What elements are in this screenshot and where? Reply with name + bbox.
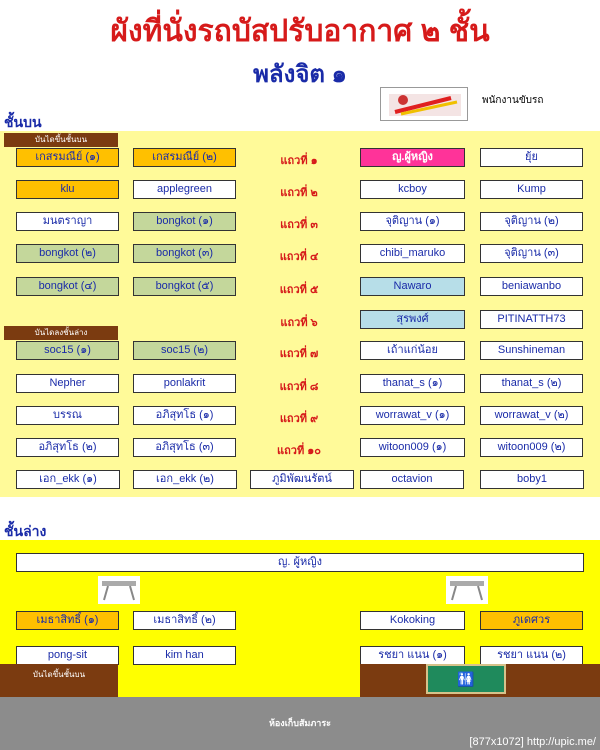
table-icon (446, 576, 488, 604)
row-label: แถวที่ ๘ (279, 381, 319, 393)
seat[interactable]: เมธาสิทธิ์ (๑) (16, 611, 119, 630)
seat[interactable]: bongkot (๔) (16, 277, 119, 296)
seat[interactable]: รชยา แนน (๒) (480, 646, 583, 665)
row-label: แถวที่ ๙ (279, 413, 319, 425)
seat[interactable]: applegreen (133, 180, 236, 199)
seat[interactable]: เอก_ekk (๒) (133, 470, 237, 489)
seat[interactable]: จุติญาน (๓) (480, 244, 583, 263)
seat[interactable]: bongkot (๓) (133, 244, 236, 263)
seat[interactable]: kim han (133, 646, 236, 665)
seat[interactable]: klu (16, 180, 119, 199)
seat[interactable]: worrawat_v (๑) (360, 406, 465, 425)
toilet-icon: 🚻 (426, 664, 506, 694)
seat[interactable]: octavion (360, 470, 464, 489)
seat[interactable]: เกสรมณีย์ (๑) (16, 148, 119, 167)
down-stair-label: บันไดลงชั้นล่าง (4, 326, 118, 340)
row-label: แถวที่ ๕ (279, 284, 319, 296)
driver-label: พนักงานขับรถ (482, 95, 544, 106)
seat[interactable]: bongkot (๒) (16, 244, 119, 263)
seat[interactable]: เมธาสิทธิ์ (๒) (133, 611, 236, 630)
seat[interactable]: worrawat_v (๒) (480, 406, 583, 425)
seat[interactable]: bongkot (๕) (133, 277, 236, 296)
seat[interactable]: อภิสุทโธ (๓) (133, 438, 236, 457)
upper-stair-label: บันไดขึ้นชั้นบน (4, 133, 118, 147)
seat[interactable]: ภูเดศวร (480, 611, 583, 630)
seat[interactable]: อภิสุทโธ (๑) (133, 406, 236, 425)
row-label: แถวที่ ๓ (280, 219, 318, 231)
seat[interactable]: Nawaro (360, 277, 465, 296)
row-label: แถวที่ ๑๐ (277, 445, 321, 457)
seat[interactable]: มนตราญา (16, 212, 119, 231)
page-title: ผังที่นั่งรถบัสปรับอากาศ ๒ ชั้น (110, 15, 490, 48)
storage-label: ห้องเก็บสัมภาระ (268, 718, 332, 728)
seat[interactable]: รชยา แนน (๑) (360, 646, 465, 665)
seat[interactable]: ponlakrit (133, 374, 236, 393)
seat[interactable]: Kokoking (360, 611, 465, 630)
seat[interactable]: จุติญาน (๑) (360, 212, 465, 231)
seat[interactable]: beniawanbo (480, 277, 583, 296)
seat[interactable]: เถ้าแก่น้อย (360, 341, 465, 360)
lower-wide-seat[interactable]: ญ. ผู้หญิง (16, 553, 584, 572)
seat[interactable]: bongkot (๑) (133, 212, 236, 231)
seat[interactable]: soc15 (๑) (16, 341, 119, 360)
seat[interactable]: boby1 (480, 470, 584, 489)
row-label: แถวที่ ๗ (279, 348, 319, 360)
seat[interactable]: thanat_s (๒) (480, 374, 583, 393)
table-icon (98, 576, 140, 604)
seat[interactable]: witoon009 (๒) (480, 438, 583, 457)
seat[interactable]: soc15 (๒) (133, 341, 236, 360)
seat[interactable]: pong-sit (16, 646, 119, 665)
seat[interactable]: บรรณ (16, 406, 119, 425)
seat[interactable]: witoon009 (๑) (360, 438, 465, 457)
seat[interactable]: ญ.ผู้หญิง (360, 148, 465, 167)
seat[interactable]: เกสรมณีย์ (๒) (133, 148, 236, 167)
driver-icon (380, 87, 468, 121)
lower-deck-label: ชั้นล่าง (4, 523, 47, 539)
seat[interactable]: Sunshineman (480, 341, 583, 360)
seat[interactable]: kcboy (360, 180, 465, 199)
seat[interactable]: จุติญาน (๒) (480, 212, 583, 231)
lower-stair-label: บันไดขึ้นชั้นบน (0, 664, 118, 697)
row-label: แถวที่ ๒ (280, 187, 318, 199)
seat[interactable]: PITINATTH73 (480, 310, 583, 329)
seat[interactable]: thanat_s (๑) (360, 374, 465, 393)
upper-deck-label: ชั้นบน (4, 114, 42, 130)
row-label: แถวที่ ๔ (279, 251, 319, 263)
page-subtitle: พลังจิต ๑ (253, 61, 347, 88)
seat[interactable]: Kump (480, 180, 583, 199)
seat[interactable]: Nepher (16, 374, 119, 393)
seat[interactable]: ยุ้ย (480, 148, 583, 167)
seat[interactable]: chibi_maruko (360, 244, 465, 263)
seat[interactable]: เอก_ekk (๑) (16, 470, 120, 489)
seat[interactable]: สุรพงศ์ (360, 310, 465, 329)
row-label: แถวที่ ๖ (280, 317, 318, 329)
seat[interactable]: ภูมิพัฒนรัตน์ (250, 470, 354, 489)
row-label: แถวที่ ๑ (280, 155, 318, 167)
seat[interactable]: อภิสุทโธ (๒) (16, 438, 119, 457)
watermark: [877x1072] http://upic.me/ (469, 736, 596, 748)
